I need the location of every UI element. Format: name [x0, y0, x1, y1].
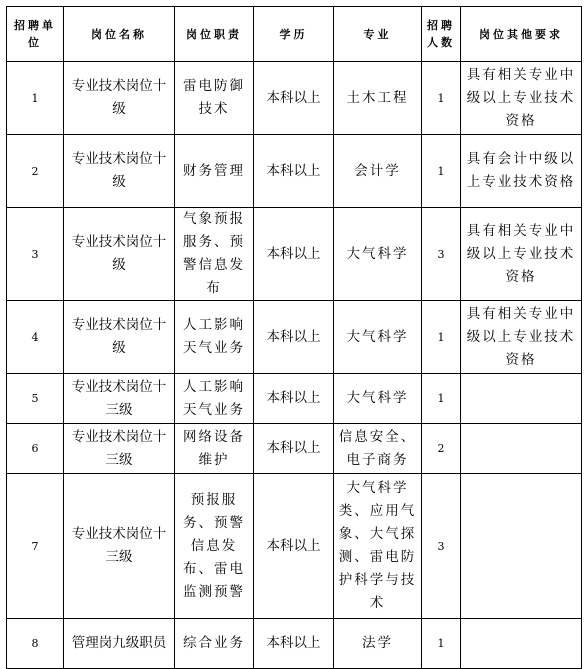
other-requirements — [461, 619, 582, 669]
table-row — [7, 619, 582, 669]
recruit-count: 2 — [422, 424, 461, 474]
major: 大气科学 — [334, 374, 422, 424]
major: 土木工程 — [334, 62, 422, 135]
table-row — [7, 208, 582, 301]
position-duty: 人工影响天气业务 — [175, 301, 254, 374]
position-name: 专业技术岗位十级 — [64, 301, 175, 374]
position-duty: 网络设备维护 — [175, 424, 254, 474]
education: 本科以上 — [254, 619, 334, 669]
position-duty: 综合业务 — [175, 619, 254, 669]
other-requirements: 具有会计中级以上专业技术资格 — [461, 135, 582, 208]
other-requirements: 具有相关专业中级以上专业技术资格 — [461, 301, 582, 374]
major: 大气科学 — [334, 301, 422, 374]
row-number: 5 — [7, 374, 64, 424]
education: 本科以上 — [254, 474, 334, 619]
row-number: 3 — [7, 208, 64, 301]
recruit-count: 1 — [422, 374, 461, 424]
header-other-requirements: 岗位其他要求 — [461, 7, 582, 62]
other-requirements — [461, 474, 582, 619]
header-education: 学历 — [254, 7, 334, 62]
position-name: 专业技术岗位十级 — [64, 208, 175, 301]
major: 会计学 — [334, 135, 422, 208]
table-row — [7, 62, 582, 135]
education: 本科以上 — [254, 135, 334, 208]
position-duty: 预报服务、预警信息发布、雷电监测预警 — [175, 474, 254, 619]
major: 信息安全、电子商务 — [334, 424, 422, 474]
table-row — [7, 374, 582, 424]
other-requirements: 具有相关专业中级以上专业技术资格 — [461, 208, 582, 301]
position-duty: 气象预报服务、预警信息发布 — [175, 208, 254, 301]
position-name: 专业技术岗位十三级 — [64, 374, 175, 424]
position-name: 专业技术岗位十级 — [64, 135, 175, 208]
header-position-name: 岗位名称 — [64, 7, 175, 62]
major: 大气科学类、应用气象、大气探测、雷电防护科学与技术 — [334, 474, 422, 619]
recruit-count: 1 — [422, 619, 461, 669]
table-row — [7, 301, 582, 374]
table-row — [7, 135, 582, 208]
table-row — [7, 424, 582, 474]
row-number: 1 — [7, 62, 64, 135]
row-number: 2 — [7, 135, 64, 208]
other-requirements — [461, 424, 582, 474]
recruit-count: 1 — [422, 62, 461, 135]
row-number: 6 — [7, 424, 64, 474]
header-position-duty: 岗位职责 — [175, 7, 254, 62]
recruit-count: 3 — [422, 208, 461, 301]
education: 本科以上 — [254, 301, 334, 374]
header-row — [7, 7, 582, 62]
education: 本科以上 — [254, 424, 334, 474]
header-count: 招聘人数 — [422, 7, 461, 62]
position-duty: 人工影响天气业务 — [175, 374, 254, 424]
education: 本科以上 — [254, 374, 334, 424]
position-name: 专业技术岗位十三级 — [64, 424, 175, 474]
position-name: 管理岗九级职员 — [64, 619, 175, 669]
other-requirements: 具有相关专业中级以上专业技术资格 — [461, 62, 582, 135]
header-major: 专业 — [334, 7, 422, 62]
position-duty: 雷电防御技术 — [175, 62, 254, 135]
recruitment-table — [6, 6, 582, 669]
row-number: 7 — [7, 474, 64, 619]
position-name: 专业技术岗位十级 — [64, 62, 175, 135]
major: 大气科学 — [334, 208, 422, 301]
education: 本科以上 — [254, 208, 334, 301]
table-row — [7, 474, 582, 619]
recruit-count: 3 — [422, 474, 461, 619]
education: 本科以上 — [254, 62, 334, 135]
other-requirements — [461, 374, 582, 424]
row-number: 4 — [7, 301, 64, 374]
major: 法学 — [334, 619, 422, 669]
position-duty: 财务管理 — [175, 135, 254, 208]
row-number: 8 — [7, 619, 64, 669]
recruit-count: 1 — [422, 301, 461, 374]
recruit-count: 1 — [422, 135, 461, 208]
header-unit: 招聘单位 — [7, 7, 64, 62]
position-name: 专业技术岗位十三级 — [64, 474, 175, 619]
